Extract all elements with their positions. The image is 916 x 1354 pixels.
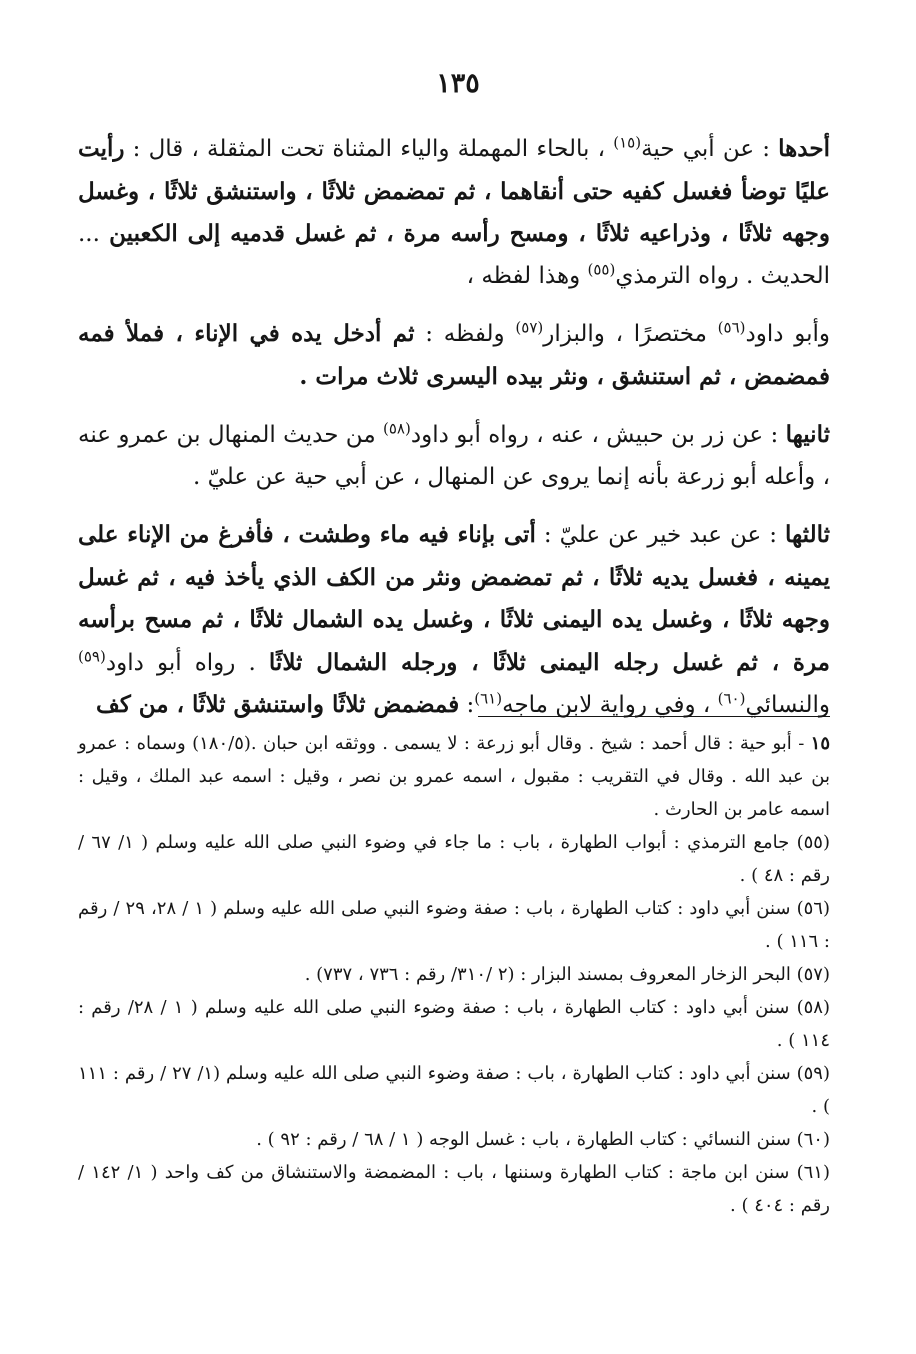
paragraph — [78, 414, 830, 498]
footnote-text: (٥٦) سنن أبي داود : كتاب الطهارة ، باب : صفة وضوء النبي صلى الله عليه وسلم ( ١ / ٢٨، ٢٩ / رقم : ١١٦ ) . — [78, 898, 830, 952]
quoted-text: ثالثها — [785, 521, 830, 548]
footnote-ref: (٥٦) — [717, 318, 746, 337]
footnote-ref: (٦٠) — [717, 689, 746, 708]
text-run: : — [459, 692, 475, 718]
footnote-ref: (٥٩) — [78, 646, 106, 665]
quoted-text: فمضمض ثلاثًا واستنشق ثلاثًا ، من كف — [96, 691, 460, 718]
text-run: من حديث المنهال بن عمرو عنه ، وأعله أبو زرعة بأنه إنما يروى عن المنهال ، عن أبي حية عن عليّ . — [78, 422, 830, 490]
footnote-text: (٥٧) البحر الزخار المعروف بمسند البزار : (٢ /٣١٠/ رقم : ٧٣٦ ، ٧٣٧) . — [304, 964, 830, 985]
footnote-text: (٥٩) سنن أبي داود : كتاب الطهارة ، باب : صفة وضوء النبي صلى الله عليه وسلم (١/ ٢٧ / رقم : ١١١ ) . — [78, 1063, 830, 1117]
text-run: : عن عبد خير عن عليّ : — [535, 522, 786, 548]
footnote — [78, 958, 830, 991]
text-run: مختصرًا ، والبزار — [543, 321, 718, 347]
paragraph — [78, 313, 830, 398]
text-run: وهذا لفظه ، — [466, 262, 588, 289]
footnote — [78, 1123, 830, 1156]
footnote-ref: (٥٥) — [587, 259, 616, 278]
paragraph — [78, 128, 830, 297]
quoted-text: أحدها — [778, 135, 830, 162]
text-run: والنسائي — [745, 692, 830, 718]
footnote — [78, 991, 830, 1057]
page-number: ١٣٥ — [436, 68, 480, 99]
quoted-text: ثم أدخل يده في الإناء ، فملأ فمه فمضمض ، ثم استنشق ، ونثر بيده اليسرى ثلاث مرات . — [78, 320, 830, 390]
footnote — [78, 892, 830, 958]
footnote-number: ١٥ — [810, 733, 831, 754]
footnote — [78, 1156, 830, 1222]
main-text — [78, 128, 830, 743]
footnote — [78, 1057, 830, 1123]
quoted-text: أتى بإناء فيه ماء وطشت ، فأفرغ من الإناء على يمينه ، فغسل يديه ثلاثًا ، ثم تمضمض ونثر من الكف الذي يأخذ فيه ، ثم غسل وجهه ثلاثًا ، وغسل يده اليمنى ثلاثًا ، وغسل يده الشمال ثلاثًا ، ثم مسح برأسه مرة ، ثم غسل رجله اليمنى ثلاثًا ، ورجله الشمال ثلاثًا — [78, 521, 830, 676]
footnote-text: - أبو حية : قال أحمد : شيخ . وقال أبو زرعة : لا يسمى . ووثقه ابن حبان .(١٨٠/٥) وسماه : عمرو بن عبد الله . وقال في التقريب : مقبول ، اسمه عمرو بن نصر ، وقيل : اسمه عبد الملك ، وقيل : اسمه عامر بن الحارث . — [78, 733, 830, 820]
quoted-text: رأيت عليًا توضأ فغسل كفيه حتى أنقاهما ، ثم تمضمض ثلاثًا ، واستنشق ثلاثًا ، وغسل وجهه ثلاثًا ، وذراعيه ثلاثًا ، ومسح رأسه مرة ، ثم غسل قدميه إلى الكعبين — [78, 135, 830, 247]
footnote-ref: (٥٧) — [515, 318, 544, 337]
footnote-ref: (١٥) — [613, 133, 642, 152]
footnotes — [78, 727, 830, 1222]
text-run: ... الحديث . رواه الترمذي — [78, 221, 830, 289]
paragraph — [78, 514, 830, 727]
text-run: : عن زر بن حبيش ، عنه ، رواه أبو داود — [410, 422, 786, 448]
footnote-text: (٦١) سنن ابن ماجة : كتاب الطهارة وسننها ، باب : المضمضة والاستنشاق من كف واحد ( ١/ ١٤٢ / رقم : ٤٠٤ ) . — [78, 1162, 831, 1216]
text-run: ولفظه : — [414, 321, 516, 347]
text-run: ، بالحاء المهملة والياء المثناة تحت المثقلة ، قال : — [124, 136, 614, 162]
text-run: وأبو داود — [745, 321, 830, 347]
footnote-text: (٦٠) سنن النسائي : كتاب الطهارة ، باب : غسل الوجه ( ١ / ٦٨ / رقم : ٩٢ ) . — [256, 1129, 830, 1150]
footnote-text: (٥٨) سنن أبي داود : كتاب الطهارة ، باب : صفة وضوء النبي صلى الله عليه وسلم ( ١ / ٢٨/ رقم : ١١٤ ) . — [78, 997, 831, 1051]
footnote-separator — [478, 716, 830, 717]
footnote-ref: (٥٨) — [383, 419, 411, 438]
text-run: : عن أبي حية — [641, 136, 779, 162]
text-run: . رواه أبو داود — [105, 649, 269, 676]
text-run: ، وفي رواية لابن ماجه — [502, 692, 718, 718]
footnote-ref: (٦١) — [474, 689, 503, 708]
quoted-text: ثانيها — [785, 421, 830, 448]
footnote — [78, 727, 830, 826]
footnote — [78, 826, 830, 892]
footnote-text: (٥٥) جامع الترمذي : أبواب الطهارة ، باب : ما جاء في وضوء النبي صلى الله عليه وسلم ( ١/ ٦٧ / رقم : ٤٨ ) . — [78, 832, 830, 886]
